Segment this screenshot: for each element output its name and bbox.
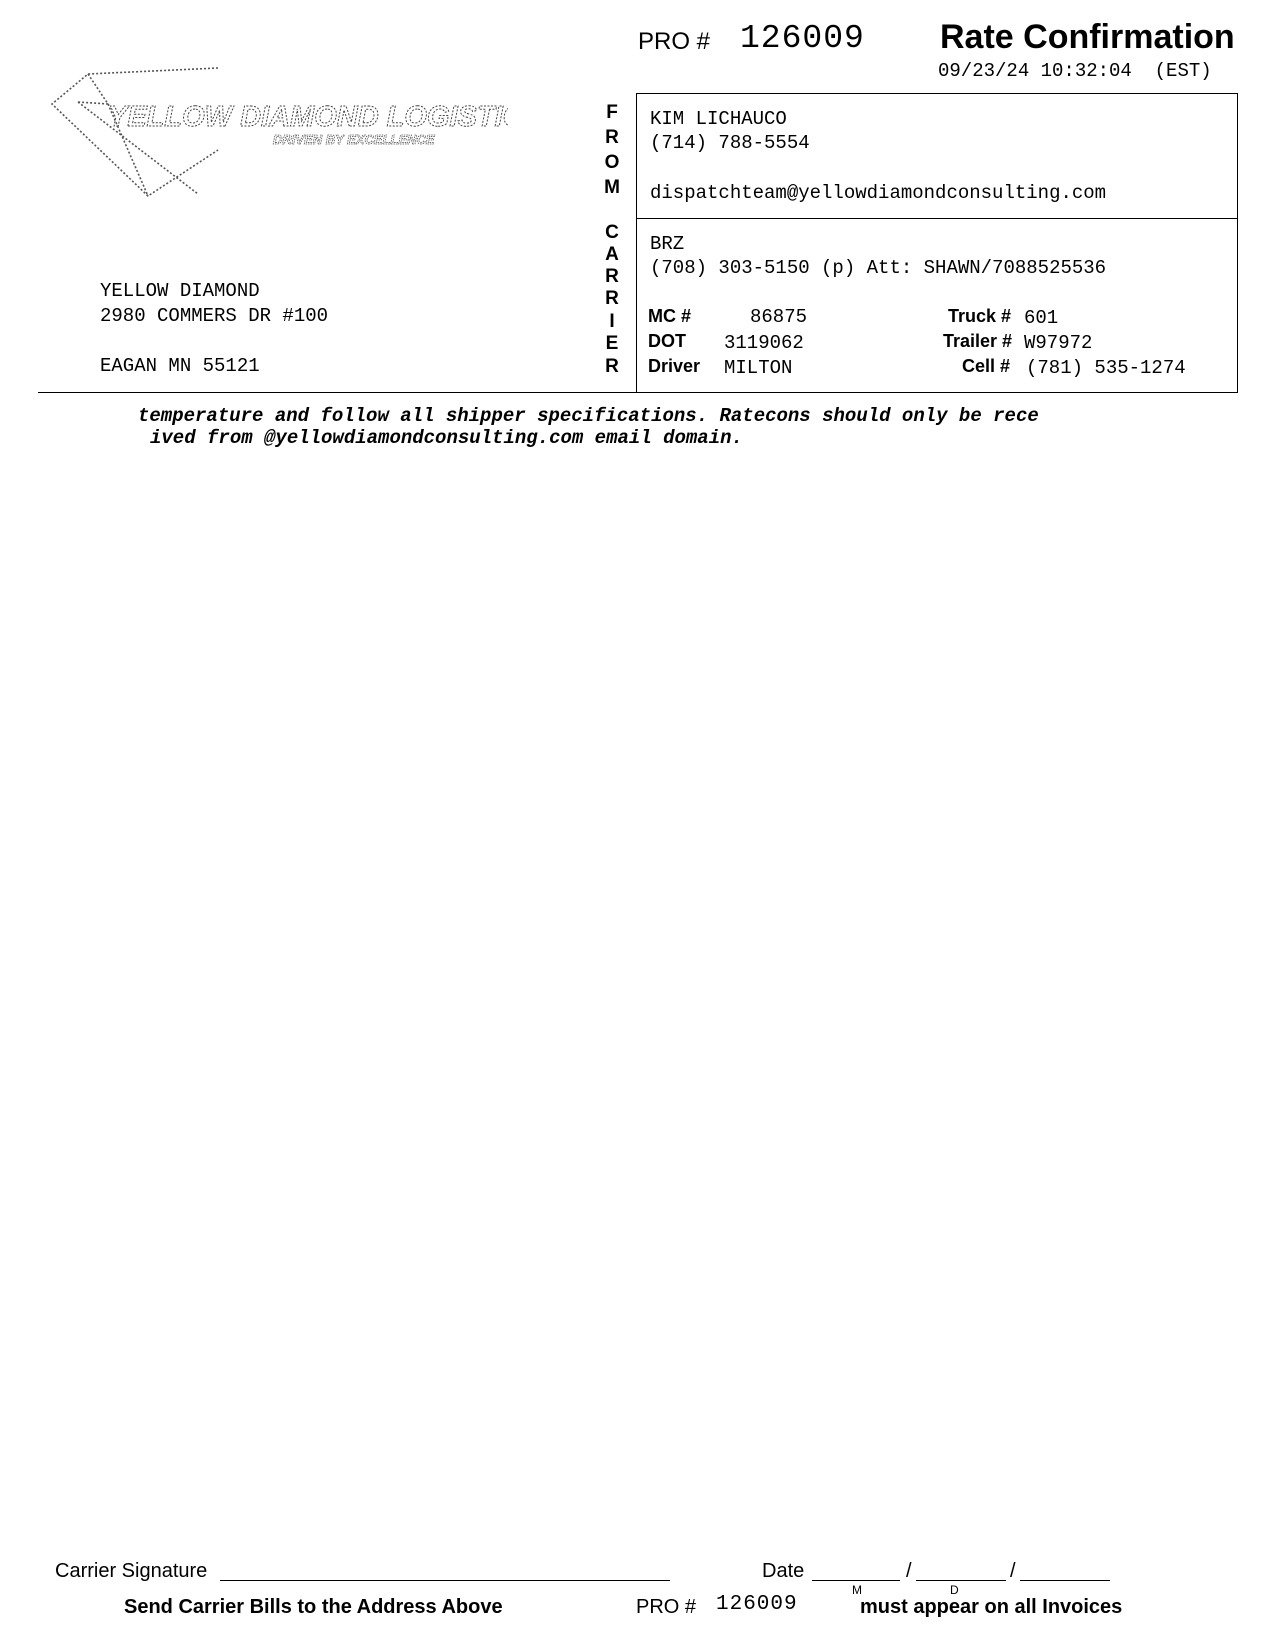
header-divider [38,392,1236,393]
timezone: (EST) [1154,60,1212,82]
vertical-from-letter: O [604,152,620,173]
vertical-carrier-letter: R [605,288,619,309]
truck-number: 601 [1024,307,1059,329]
vertical-from-letter: M [604,177,620,198]
mc-number: 86875 [750,306,808,328]
month-label: M [852,1583,862,1597]
vertical-carrier-letter: E [605,333,619,354]
invoice-note: must appear on all Invoices [860,1596,1123,1618]
date-month-line[interactable] [812,1580,900,1581]
date-year-line[interactable] [1020,1580,1110,1581]
trailer-number: W97972 [1024,332,1093,354]
vertical-from-letter: F [606,102,618,123]
cell-number: (781) 535-1274 [1026,357,1186,379]
trailer-label: Trailer # [943,331,1013,351]
logo-text: YELLOW DIAMOND LOGISTICS [108,101,508,133]
date-label: Date [762,1560,805,1582]
vertical-carrier-letter: C [605,222,619,243]
mc-label: MC # [648,306,692,326]
from-city: EAGAN MN 55121 [100,355,260,377]
day-label: D [950,1583,959,1597]
footer-pro-number: 126009 [716,1593,798,1616]
truck-label: Truck # [948,306,1012,326]
company-logo [48,64,508,214]
cell-label: Cell # [962,356,1011,376]
dot-label: DOT [648,331,686,351]
datetime: 09/23/24 10:32:04 [938,60,1132,82]
send-bills-note: Send Carrier Bills to the Address Above [124,1596,503,1618]
pro-number: 126009 [740,20,865,57]
driver-label: Driver [648,356,701,376]
carrier-name: BRZ [650,233,685,255]
notes-line-2: ived from @yellowdiamondconsulting.com email domain. [150,427,743,449]
signature-line[interactable] [220,1580,670,1581]
notes-line-1: temperature and follow all shipper specifications. Ratecons should only be rece [138,405,1039,427]
from-street: 2980 COMMERS DR #100 [100,305,329,327]
from-contact-email[interactable]: dispatchteam@yellowdiamondconsulting.com [650,182,1107,204]
vertical-carrier-letter: R [605,266,619,287]
driver-name: MILTON [724,357,793,379]
from-company: YELLOW DIAMOND [100,280,260,302]
vertical-carrier-letter: A [605,244,619,265]
page-title: Rate Confirmation [940,18,1235,56]
pro-label: PRO # [638,28,711,55]
vertical-carrier-letter: I [609,311,615,332]
vertical-from-letter: R [605,127,619,148]
logo-tagline: DRIVEN BY EXCELLENCE [273,132,435,147]
dot-number: 3119062 [724,332,804,354]
vertical-carrier-letter: R [605,356,619,377]
date-slash: / [906,1560,912,1582]
from-contact-name: KIM LICHAUCO [650,108,787,130]
signature-label: Carrier Signature [55,1560,208,1582]
footer-pro-label: PRO # [636,1596,697,1618]
from-contact-phone: (714) 788-5554 [650,132,810,154]
date-day-line[interactable] [916,1580,1006,1581]
datetime-stamp [938,60,1212,82]
date-slash: / [1010,1560,1016,1582]
carrier-phone-line: (708) 303-5150 (p) Att: SHAWN/7088525536 [650,257,1107,279]
